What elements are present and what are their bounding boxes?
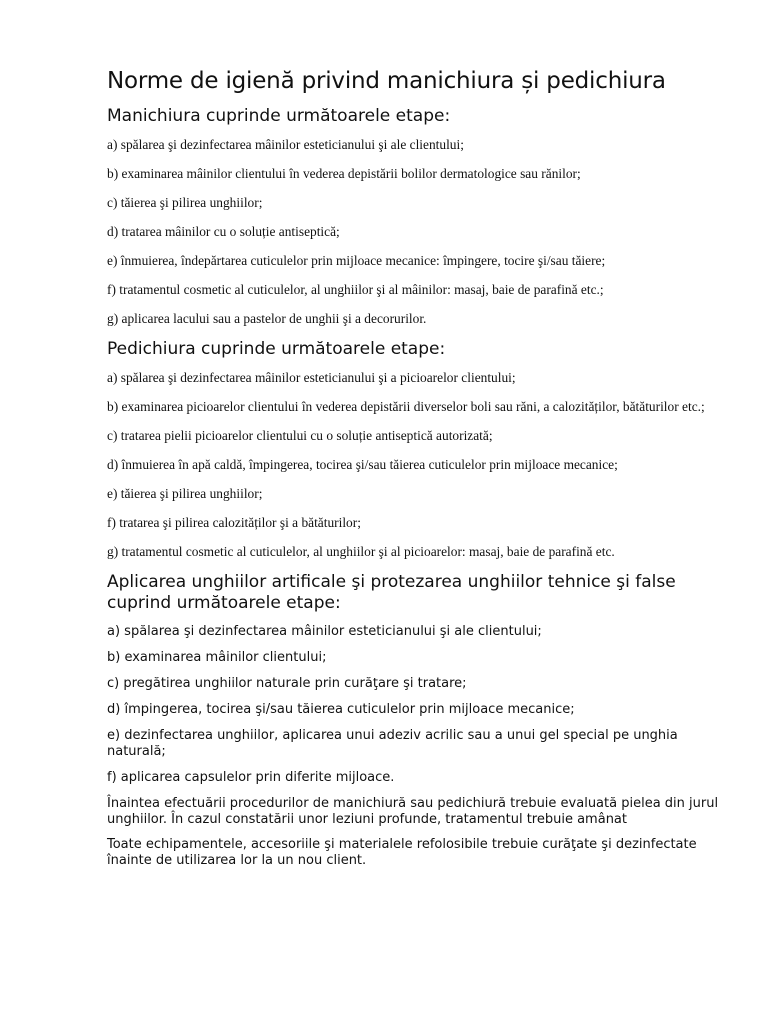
manichiura-step-b: b) examinarea mâinilor clientului în vederea depistării bolilor dermatologice sau rănilor;	[107, 165, 581, 181]
manichiura-step-d: d) tratarea mâinilor cu o soluție antiseptică;	[107, 223, 340, 239]
unghii-step-f: f) aplicarea capsulelor prin diferite mijloace.	[107, 769, 395, 785]
pedichiura-step-c: c) tratarea pielii picioarelor clientului cu o soluție antiseptică autorizată;	[107, 428, 493, 444]
manichiura-section	[107, 106, 727, 327]
notes-section	[107, 796, 727, 869]
manichiura-heading: Manichiura cuprinde următoarele etape:	[107, 105, 451, 126]
pedichiura-section	[107, 339, 727, 560]
pedichiura-step-e: e) tăierea şi pilirea unghiilor;	[107, 486, 263, 502]
pedichiura-step-a: a) spălarea şi dezinfectarea mâinilor esteticianului şi a picioarelor clientului;	[107, 370, 516, 386]
unghii-step-a: a) spălarea şi dezinfectarea mâinilor esteticianului şi ale clientului;	[107, 623, 542, 639]
pedichiura-heading: Pedichiura cuprinde următoarele etape:	[107, 338, 446, 359]
pedichiura-step-b: b) examinarea picioarelor clientului în vederea depistării diverselor boli sau răni, a calozităților, bătăturilor etc.;	[107, 399, 705, 415]
unghii-step-e: e) dezinfectarea unghiilor, aplicarea unui adeziv acrilic sau a unui gel special pe unghia naturală;	[107, 727, 678, 759]
manichiura-step-g: g) aplicarea lacului sau a pastelor de unghii şi a decorurilor.	[107, 310, 427, 326]
evaluation-note: Înaintea efectuării procedurilor de manichiură sau pedichiură trebuie evaluată pielea din jurul unghiilor. În cazul constatării unor leziuni profunde, tratamentul trebuie amânat	[107, 795, 719, 827]
unghii-artificiale-section	[107, 572, 727, 786]
document-page	[107, 68, 727, 878]
manichiura-step-e: e) înmuierea, îndepărtarea cuticulelor prin mijloace mecanice: împingere, tocire şi/sau tăiere;	[107, 252, 606, 268]
disinfection-note: Toate echipamentele, accesoriile şi materialele refolosibile trebuie curăţate şi dezinfectate înainte de utilizarea lor la un nou client.	[107, 836, 697, 868]
unghii-step-d: d) împingerea, tocirea şi/sau tăierea cuticulelor prin mijloace mecanice;	[107, 701, 575, 717]
unghii-step-b: b) examinarea mâinilor clientului;	[107, 649, 327, 665]
pedichiura-step-f: f) tratarea şi pilirea calozităților şi a bătăturilor;	[107, 515, 361, 531]
manichiura-step-a: a) spălarea şi dezinfectarea mâinilor esteticianului şi ale clientului;	[107, 136, 464, 152]
manichiura-step-c: c) tăierea şi pilirea unghiilor;	[107, 194, 263, 210]
document-title: Norme de igienă privind manichiura și pedichiura	[107, 68, 666, 94]
unghii-step-c: c) pregătirea unghiilor naturale prin curăţare şi tratare;	[107, 675, 467, 691]
unghii-artificiale-heading: Aplicarea unghiilor artificale şi protezarea unghiilor tehnice şi false cuprind următoarele etape:	[107, 572, 676, 614]
pedichiura-step-g: g) tratamentul cosmetic al cuticulelor, al unghiilor şi al picioarelor: masaj, baie de parafină etc.	[107, 544, 615, 560]
pedichiura-step-d: d) înmuierea în apă caldă, împingerea, tocirea şi/sau tăierea cuticulelor prin mijloace mecanice;	[107, 457, 618, 473]
manichiura-step-f: f) tratamentul cosmetic al cuticulelor, al unghiilor şi al mâinilor: masaj, baie de parafină etc.;	[107, 281, 604, 297]
